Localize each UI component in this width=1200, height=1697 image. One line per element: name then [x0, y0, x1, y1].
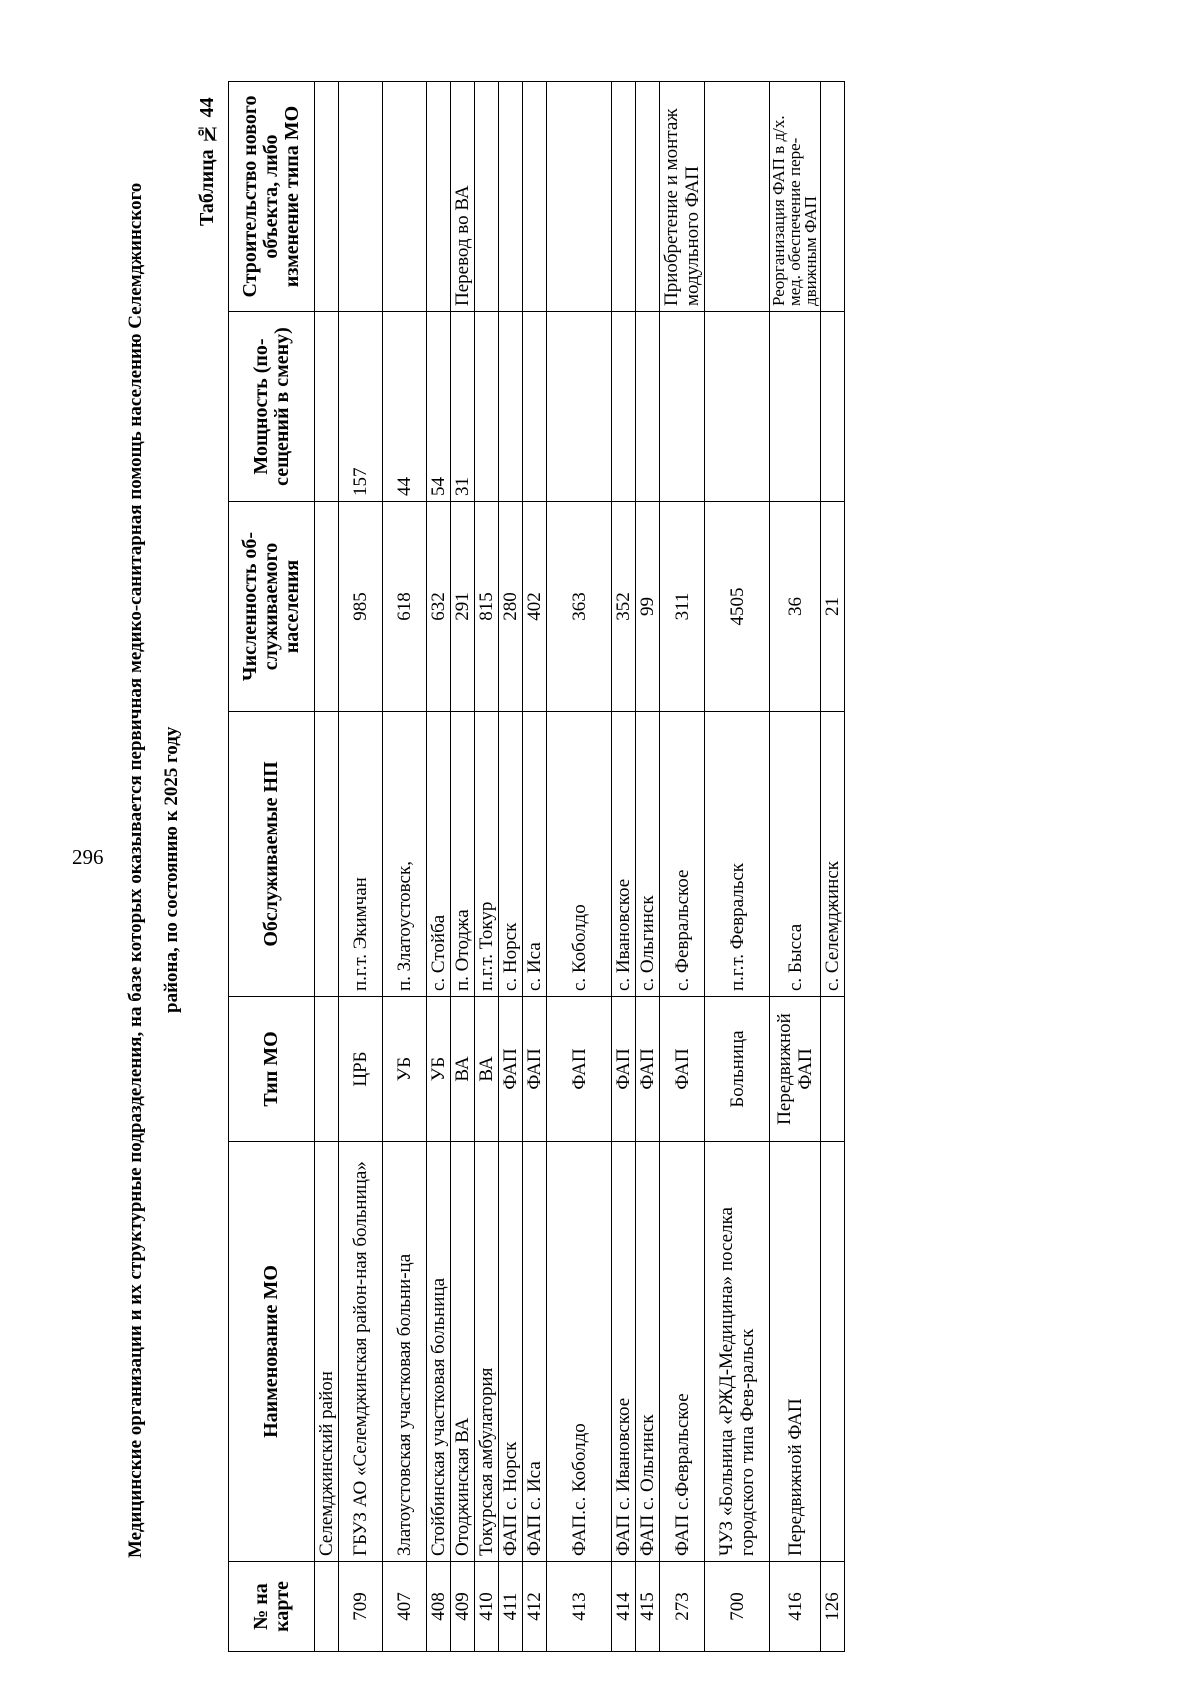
- cell-action: [612, 82, 636, 312]
- header-num: № на карте: [229, 1562, 315, 1652]
- cell-capacity: 31: [451, 312, 475, 502]
- cell-settlements: с. Бысса: [770, 712, 821, 997]
- cell-name: ФАП с. Ивановское: [612, 1142, 636, 1562]
- cell-action: [547, 82, 612, 312]
- cell-capacity: [821, 312, 845, 502]
- district-cell: [315, 712, 339, 997]
- district-cell-num: [315, 1562, 339, 1652]
- cell-settlements: п.г.т. Токур: [475, 712, 499, 997]
- table-row: [612, 82, 636, 1652]
- heading-line-2: района, по состоянию к 2025 году: [161, 726, 182, 1014]
- cell-settlements: с. Селемджинск: [821, 712, 845, 997]
- cell-name: Передвижной ФАП: [770, 1142, 821, 1562]
- district-cell: [315, 82, 339, 312]
- cell-num: 411: [499, 1562, 523, 1652]
- cell-settlements: п. Отоджа: [451, 712, 475, 997]
- cell-capacity: [475, 312, 499, 502]
- cell-name: Токурская амбулатория: [475, 1142, 499, 1562]
- cell-num: 126: [821, 1562, 845, 1652]
- header-row: [229, 82, 315, 1652]
- cell-type: УБ: [383, 997, 427, 1142]
- cell-num: 416: [770, 1562, 821, 1652]
- cell-num: 273: [660, 1562, 705, 1652]
- cell-population: 99: [636, 502, 660, 712]
- cell-num: 408: [427, 1562, 451, 1652]
- header-type: Тип МО: [229, 997, 315, 1142]
- rotated-table-container: [228, 82, 928, 1652]
- table-row: [451, 82, 475, 1652]
- cell-population: 291: [451, 502, 475, 712]
- cell-action: [821, 82, 845, 312]
- cell-num: 410: [475, 1562, 499, 1652]
- cell-population: 311: [660, 502, 705, 712]
- page-number: 296: [72, 845, 104, 869]
- cell-settlements: п.г.т. Экимчан: [339, 712, 383, 997]
- cell-settlements: с. Стойба: [427, 712, 451, 997]
- cell-capacity: [770, 312, 821, 502]
- cell-name: Отоджинская ВА: [451, 1142, 475, 1562]
- cell-type: ФАП: [612, 997, 636, 1142]
- table-row: [499, 82, 523, 1652]
- district-row: [315, 82, 339, 1652]
- cell-action: [636, 82, 660, 312]
- cell-action: [499, 82, 523, 312]
- cell-action: Реорганизация ФАП в д/х. мед. обеспечение пере-движным ФАП: [770, 82, 821, 312]
- cell-capacity: [660, 312, 705, 502]
- cell-capacity: [636, 312, 660, 502]
- table-row: [821, 82, 845, 1652]
- cell-num: 407: [383, 1562, 427, 1652]
- cell-population: 4505: [705, 502, 770, 712]
- cell-settlements: п. Златоустовск,: [383, 712, 427, 997]
- medical-organizations-table: [228, 81, 845, 1652]
- cell-type: ФАП: [660, 997, 705, 1142]
- cell-type: ФАП: [499, 997, 523, 1142]
- district-cell: [315, 502, 339, 712]
- cell-capacity: [705, 312, 770, 502]
- cell-name: ГБУЗ АО «Селемджинская район-ная больница»: [339, 1142, 383, 1562]
- heading-line-1: Медицинские организации и их структурные подразделения, на базе которых оказывается первичная медико-санитарная помощь населению Селемджинского: [125, 182, 146, 1558]
- cell-num: 412: [523, 1562, 547, 1652]
- header-name: Наименование МО: [229, 1142, 315, 1562]
- cell-name: Златоустовская участковая больни-ца: [383, 1142, 427, 1562]
- cell-num: 700: [705, 1562, 770, 1652]
- cell-capacity: [499, 312, 523, 502]
- district-cell: [315, 997, 339, 1142]
- cell-type: ФАП: [523, 997, 547, 1142]
- cell-settlements: с. Норск: [499, 712, 523, 997]
- header-action: Строительство нового объекта, либо изменение типа МО: [229, 82, 315, 312]
- cell-name: Стойбинская участковая больница: [427, 1142, 451, 1562]
- cell-capacity: [547, 312, 612, 502]
- cell-action: [475, 82, 499, 312]
- cell-settlements: с. Ивановское: [612, 712, 636, 997]
- cell-capacity: [612, 312, 636, 502]
- header-settlements: Обслуживаемые НП: [229, 712, 315, 997]
- cell-num: 413: [547, 1562, 612, 1652]
- cell-num: 409: [451, 1562, 475, 1652]
- cell-settlements: с. Февральское: [660, 712, 705, 997]
- cell-type: ФАП: [547, 997, 612, 1142]
- cell-action: [339, 82, 383, 312]
- cell-settlements: с. Коболдо: [547, 712, 612, 997]
- cell-name: ФАП с. Норск: [499, 1142, 523, 1562]
- cell-action: Перевод во ВА: [451, 82, 475, 312]
- cell-type: ВА: [475, 997, 499, 1142]
- cell-name: ФАП.с. Коболдо: [547, 1142, 612, 1562]
- cell-population: 985: [339, 502, 383, 712]
- cell-capacity: [523, 312, 547, 502]
- cell-population: 363: [547, 502, 612, 712]
- cell-population: 402: [523, 502, 547, 712]
- cell-type: УБ: [427, 997, 451, 1142]
- cell-population: 815: [475, 502, 499, 712]
- document-heading: [118, 120, 192, 1620]
- cell-type: [821, 997, 845, 1142]
- cell-name: ФАП с. Ольгинск: [636, 1142, 660, 1562]
- table-row: [636, 82, 660, 1652]
- cell-action: [523, 82, 547, 312]
- table-row: [339, 82, 383, 1652]
- table-row: [705, 82, 770, 1652]
- table-row: [547, 82, 612, 1652]
- cell-action: Приобретение и монтаж модульного ФАП: [660, 82, 705, 312]
- cell-population: 21: [821, 502, 845, 712]
- cell-action: [383, 82, 427, 312]
- cell-type: ВА: [451, 997, 475, 1142]
- cell-type: ФАП: [636, 997, 660, 1142]
- table-row: [427, 82, 451, 1652]
- header-population: Численность об-служиваемого населения: [229, 502, 315, 712]
- cell-name: ФАП с.Февральское: [660, 1142, 705, 1562]
- cell-settlements: п.г.т. Февральск: [705, 712, 770, 997]
- cell-settlements: с. Иса: [523, 712, 547, 997]
- cell-population: 36: [770, 502, 821, 712]
- table-row: [523, 82, 547, 1652]
- table-row: [383, 82, 427, 1652]
- table-row: [475, 82, 499, 1652]
- cell-population: 618: [383, 502, 427, 712]
- cell-name: ЧУЗ «Больница «РЖД-Медицина» поселка городского типа Фев-ральск: [705, 1142, 770, 1562]
- cell-action: [427, 82, 451, 312]
- district-name: Селемджинский район: [315, 1142, 339, 1562]
- cell-num: 709: [339, 1562, 383, 1652]
- cell-name: ФАП с. Иса: [523, 1142, 547, 1562]
- table-row: [660, 82, 705, 1652]
- cell-type: Передвижной ФАП: [770, 997, 821, 1142]
- header-capacity: Мощность (по-сещений в смену): [229, 312, 315, 502]
- cell-name: [821, 1142, 845, 1562]
- cell-capacity: 44: [383, 312, 427, 502]
- cell-capacity: 54: [427, 312, 451, 502]
- cell-action: [705, 82, 770, 312]
- cell-settlements: с. Ольгинск: [636, 712, 660, 997]
- table-caption: Таблица № 44: [196, 97, 218, 226]
- cell-population: 352: [612, 502, 636, 712]
- cell-population: 632: [427, 502, 451, 712]
- cell-type: Больница: [705, 997, 770, 1142]
- cell-num: 415: [636, 1562, 660, 1652]
- cell-type: ЦРБ: [339, 997, 383, 1142]
- table-row: [770, 82, 821, 1652]
- district-cell: [315, 312, 339, 502]
- cell-capacity: 157: [339, 312, 383, 502]
- cell-population: 280: [499, 502, 523, 712]
- cell-num: 414: [612, 1562, 636, 1652]
